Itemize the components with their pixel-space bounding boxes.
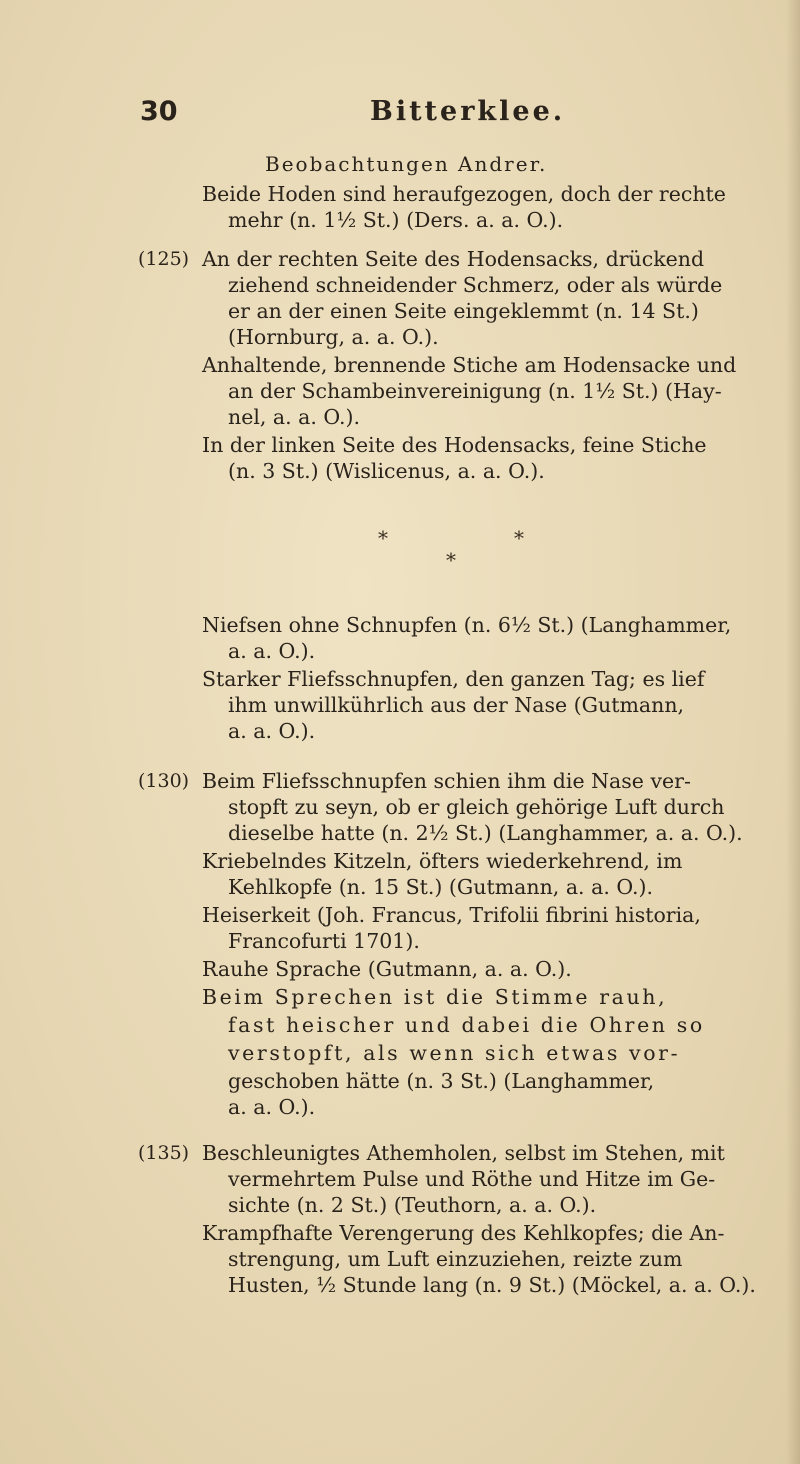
text-line: Beim Fliefsschnupfen schien ihm die Nase ver- <box>202 769 691 793</box>
page-number: 30 <box>140 96 178 127</box>
text-line: Heiserkeit (Joh. Francus, Trifolii fibrini historia, <box>202 903 701 927</box>
text-line: stopft zu seyn, ob er gleich gehörige Luft durch <box>228 795 725 819</box>
text-line: mehr (n. 1½ St.) (Ders. a. a. O.). <box>228 208 564 232</box>
text-line: a. a. O.). <box>228 639 316 663</box>
text-line: Husten, ½ Stunde lang (n. 9 St.) (Möckel, a. a. O.). <box>228 1273 756 1297</box>
text-line: Anhaltende, brennende Stiche am Hodensacke und <box>202 353 737 377</box>
text-line: Francofurti 1701). <box>228 929 420 953</box>
asterisk-divider: * <box>378 526 388 550</box>
section-heading: Beobachtungen Andrer. <box>265 152 548 176</box>
text-line: Beide Hoden sind heraufgezogen, doch der rechte <box>202 182 726 206</box>
text-line: dieselbe hatte (n. 2½ St.) (Langhammer, a. a. O.). <box>228 821 743 845</box>
text-line: Krampfhafte Verengerung des Kehlkopfes; die An- <box>202 1221 725 1245</box>
running-title: Bitterklee. <box>370 96 566 127</box>
text-line: fast heischer und dabei die Ohren so <box>228 1013 705 1037</box>
text-line: Kriebelndes Kitzeln, öfters wiederkehrend, im <box>202 849 683 873</box>
text-line: (n. 3 St.) (Wislicenus, a. a. O.). <box>228 459 545 483</box>
asterisk-divider: * <box>514 526 524 550</box>
text-line: geschoben hätte (n. 3 St.) (Langhammer, <box>228 1069 655 1093</box>
entry-number: (135) <box>138 1142 190 1164</box>
text-line: a. a. O.). <box>228 1095 316 1119</box>
entry-number: (125) <box>138 248 190 270</box>
entry-number: (130) <box>138 770 190 792</box>
text-line: Starker Fliefsschnupfen, den ganzen Tag; es lief <box>202 667 705 691</box>
text-line: Beschleunigtes Athemholen, selbst im Stehen, mit <box>202 1141 725 1165</box>
text-line: a. a. O.). <box>228 719 316 743</box>
text-line: strengung, um Luft einzuziehen, reizte zum <box>228 1247 683 1271</box>
text-line: ihm unwillkührlich aus der Nase (Gutmann, <box>228 693 685 717</box>
text-line: An der rechten Seite des Hodensacks, drückend <box>202 247 705 271</box>
text-line: verstopft, als wenn sich etwas vor- <box>228 1041 681 1065</box>
asterisk-divider: * <box>446 548 456 572</box>
text-line: (Hornburg, a. a. O.). <box>228 325 439 349</box>
text-line: an der Schambeinvereinigung (n. 1½ St.) (Hay- <box>228 379 722 403</box>
page-fold-shadow <box>786 0 800 1464</box>
text-line: Kehlkopfe (n. 15 St.) (Gutmann, a. a. O.). <box>228 875 653 899</box>
text-line: nel, a. a. O.). <box>228 405 361 429</box>
text-line: vermehrtem Pulse und Röthe und Hitze im Ge- <box>228 1167 716 1191</box>
text-line: Beim Sprechen ist die Stimme rauh, <box>202 985 668 1009</box>
text-line: Rauhe Sprache (Gutmann, a. a. O.). <box>202 957 572 981</box>
text-line: ziehend schneidender Schmerz, oder als würde <box>228 273 723 297</box>
text-line: er an der einen Seite eingeklemmt (n. 14 St.) <box>228 299 699 323</box>
page-header <box>0 96 800 136</box>
text-line: sichte (n. 2 St.) (Teuthorn, a. a. O.). <box>228 1193 597 1217</box>
text-line: Niefsen ohne Schnupfen (n. 6½ St.) (Langhammer, <box>202 613 732 637</box>
text-line: In der linken Seite des Hodensacks, feine Stiche <box>202 433 707 457</box>
